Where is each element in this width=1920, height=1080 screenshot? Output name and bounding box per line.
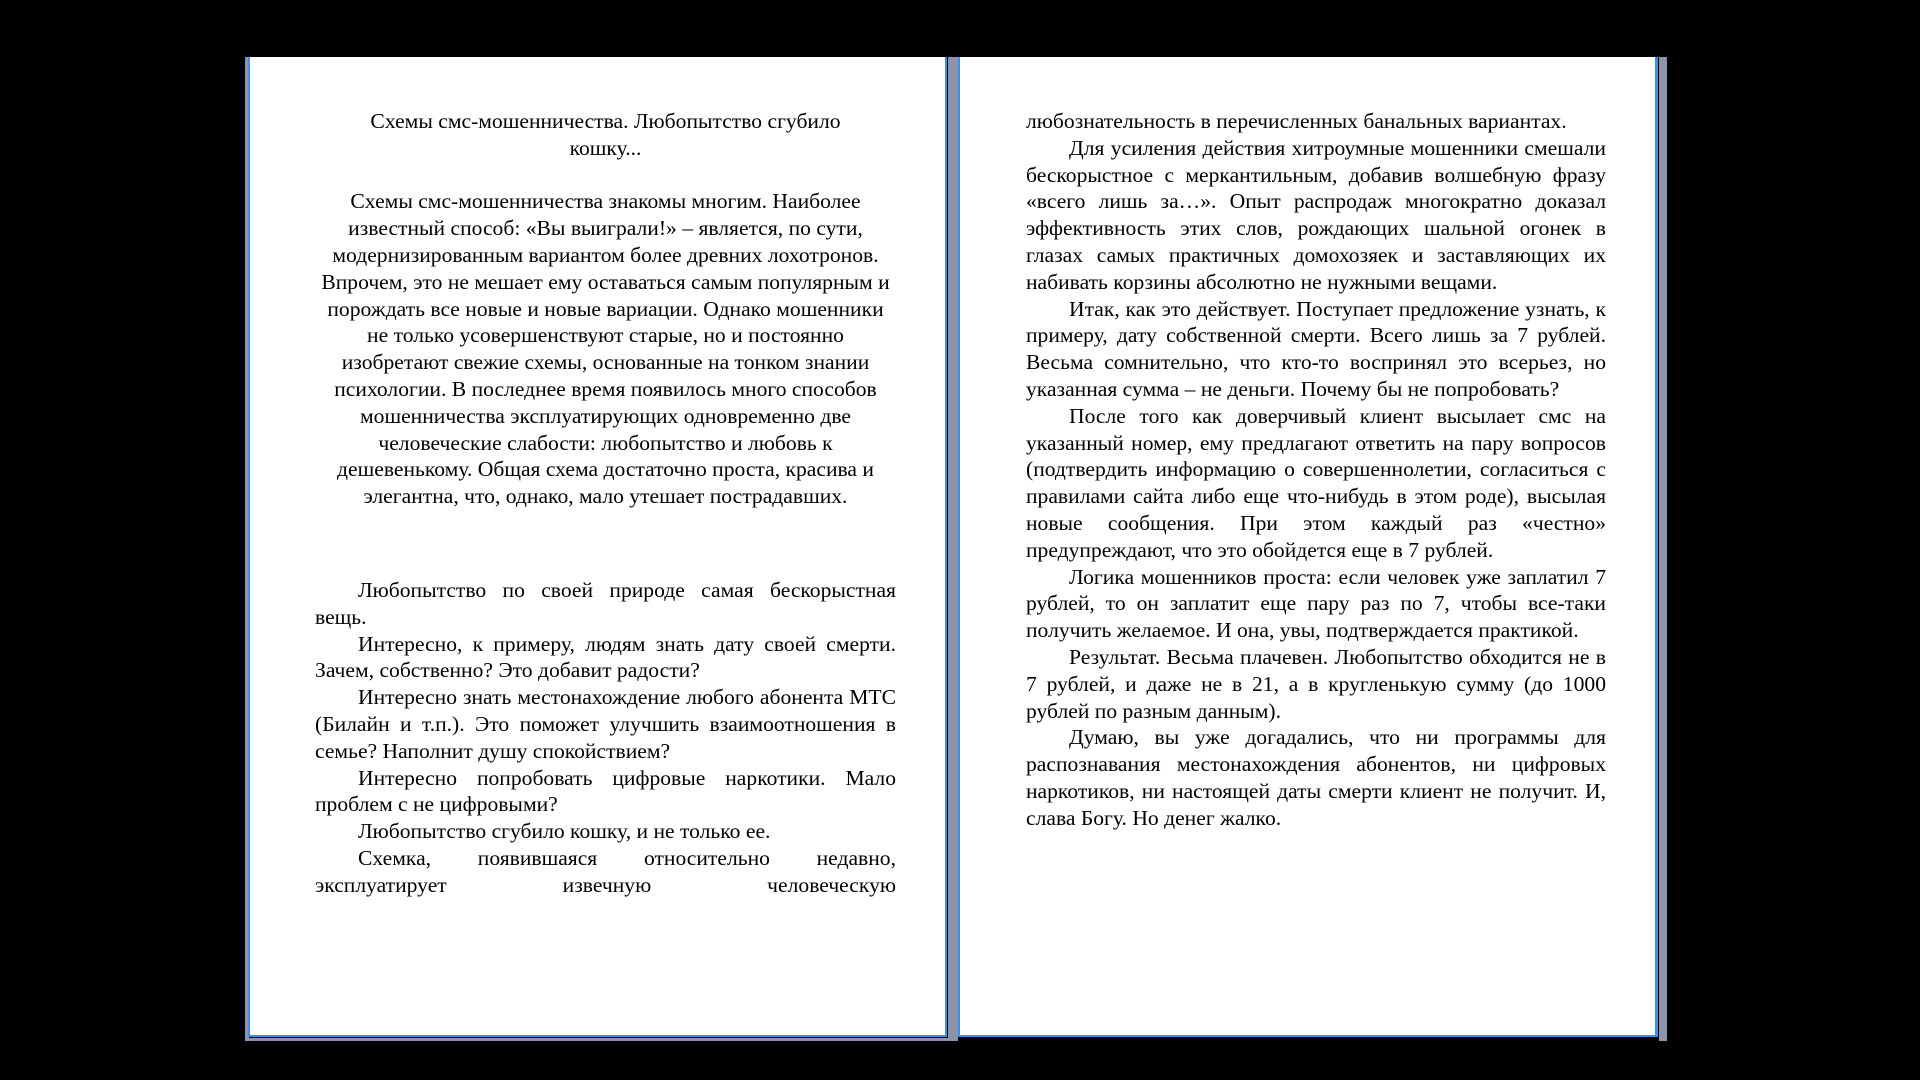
paragraph: После того как доверчивый клиент высылает смс на указанный номер, ему предлагают ответить на пару вопросов (подтвердить информацию о совершеннолетии, согласиться с правилами сайта либо еще что-нибудь в этом роде), высылая новые сообщения. При этом каждый раз «честно» предупреждают, что это обойдется еще в 7 рублей. bbox=[1026, 403, 1606, 562]
paragraph: Интересно, к примеру, людям знать дату своей смерти. Зачем, собственно? Это добавит радости? bbox=[315, 631, 896, 683]
paragraph: Интересно знать местонахождение любого абонента МТС (Билайн и т.п.). Это поможет улучшить взаимоотношения в семье? Наполнит душу спокойствием? bbox=[315, 685, 896, 763]
right-page-content bbox=[1026, 108, 1606, 832]
section-spacer bbox=[315, 510, 896, 577]
article-intro: Схемы смс-мошенничества знакомы многим. Наиболее известный способ: «Вы выиграли!» – является, по сути, модернизированным вариантом более древних лохотронов. Впрочем, это не мешает ему оставаться самым популярным и порождать все новые и новые вариации. Однако мошенники не только усовершенствуют старые, но и постоянно изобретают свежие схемы, основанные на тонком знании психологии. В последнее время появилось много способов мошенничества эксплуатирующих одновременно две человеческие слабости: любопытство и любовь к дешевенькому. Общая схема достаточно проста, красива и элегантна, что, однако, мало утешает пострадавших. bbox=[321, 189, 890, 509]
paragraph: Для усиления действия хитроумные мошенники смешали бескорыстное с меркантильным, добавив волшебную фразу «всего лишь за…». Опыт распродаж многократно доказал эффективность этих слов, рождающих шальной огонек в глазах самых практичных домохозяек и заставляющих их набивать корзины абсолютно не нужными вещами. bbox=[1026, 135, 1606, 294]
right-page-shadow bbox=[1659, 57, 1667, 1041]
paragraph: Итак, как это действует. Поступает предложение узнать, к примеру, дату собственной смерти. Всего лишь за 7 рублей. Весьма сомнительно, что кто-то воспринял это всерьез, но указанная сумма – не деньги. Почему бы не попробовать? bbox=[1026, 296, 1606, 401]
paragraph: Любопытство сгубило кошку, и не только ее. bbox=[358, 819, 771, 844]
left-page-shadow-bottom bbox=[245, 1038, 949, 1041]
left-page bbox=[248, 57, 947, 1037]
paragraph: Любопытство по своей природе самая бескорыстная вещь. bbox=[315, 577, 896, 629]
gutter-shadow bbox=[948, 57, 958, 1041]
paragraph: Логика мошенников проста: если человек уже заплатил 7 рублей, то он заплатит еще пару раз по 7, чтобы все-таки получить желаемое. И она, увы, подтверждается практикой. bbox=[1026, 564, 1606, 643]
paragraph: Схемка, появившаяся относительно недавно, эксплуатирует извечную человеческую bbox=[315, 845, 896, 897]
right-page bbox=[958, 57, 1658, 1037]
paragraph-continuation: любознательность в перечисленных банальных вариантах. bbox=[1026, 109, 1567, 133]
paragraph: Результат. Весьма плачевен. Любопытство обходится не в 7 рублей, и даже не в 21, а в кругленькую сумму (до 1000 рублей по разным данным). bbox=[1026, 644, 1606, 723]
paragraph: Интересно попробовать цифровые наркотики. Мало проблем с не цифровыми? bbox=[315, 765, 896, 817]
paragraph: Думаю, вы уже догадались, что ни программы для распознавания местонахождения абонентов, ни цифровых наркотиков, ни настоящей даты смерти клиент не получит. И, слава Богу. Но денег жалко. bbox=[1026, 725, 1606, 830]
article-title: Схемы смс-мошенничества. Любопытство сгубило кошку... bbox=[370, 109, 841, 160]
left-page-content bbox=[315, 108, 896, 899]
